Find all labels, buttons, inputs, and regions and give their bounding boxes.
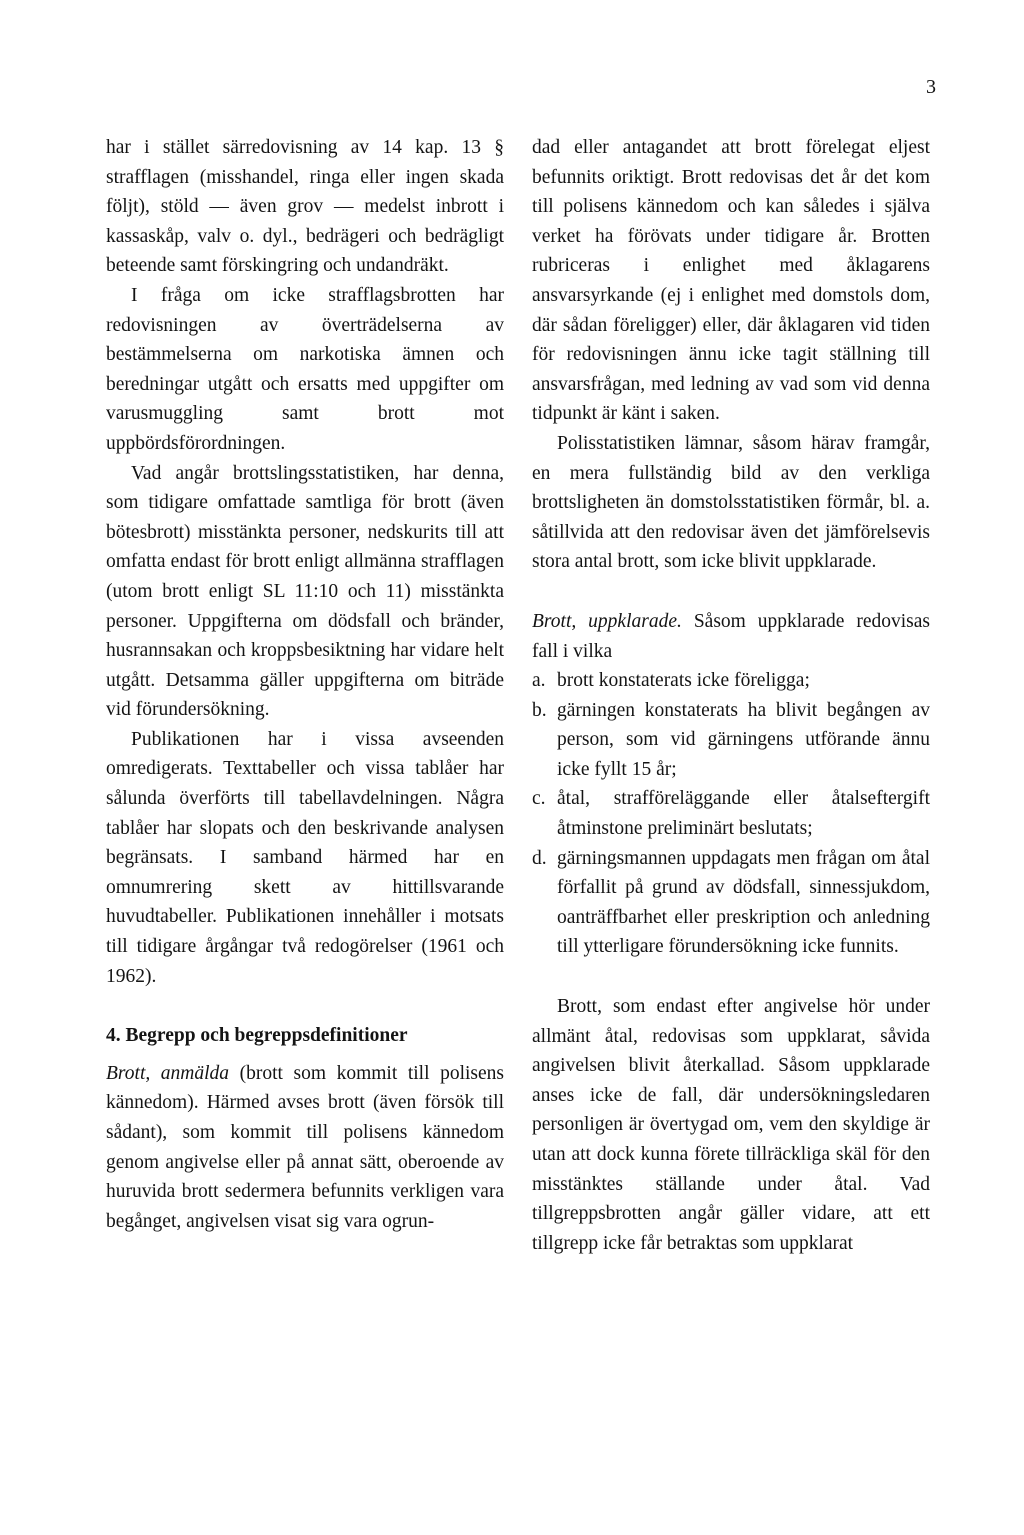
right-paragraph-1: dad eller antagandet att brott förelegat eljest befunnits oriktigt. Brott redovisas det år det kom till polisens kännedom och kan således i själva verket ha förövats under tidigare år. Brotten rubriceras i enlighet med åklagarens ansvarsyrkande (ej i enlighet med domstols dom, där sådan föreligger) eller, där åklagaren vid tiden för redovisningen ännu icke tagit ställning till ansvarsfrågan, med ledning av vad som vid denna tidpunkt är känt i saken.	[532, 137, 930, 425]
right-paragraph-2: Polisstatistiken lämnar, såsom härav framgår, en mera fullständig bild av den verkliga brottsligheten än domstolsstatistiken förmår, bl. a. såtillvida att den redovisar även det jämförelsevis stora antal brott, som icke blivit uppklarade.	[532, 432, 930, 573]
definition-term: Brott, anmälda	[106, 1062, 230, 1084]
right-column	[532, 133, 930, 1258]
left-paragraph-2: I fråga om icke strafflagsbrotten har redovisningen av överträdelserna av bestämmelserna om narkotiska ämnen och beredningar utgått och ersatts med uppgifter om varusmuggling samt brott mot uppbördsförordningen.	[106, 284, 504, 454]
list-item	[532, 784, 930, 843]
page-number: 3	[926, 76, 936, 98]
list-marker: b.	[532, 699, 547, 721]
definition-term: Brott, uppklarade.	[532, 610, 682, 632]
left-paragraph-4: Publikationen har i vissa avseenden omredigerats. Texttabeller och vissa tablåer har sålunda överförts till tabellavdelningen. Några tablåer har slopats och den beskrivande analysen begränsats. I samband härmed har en omnumrering skett av hittillsvarande huvudtabeller. Publikationen innehåller i motsats till tidigare årgångar två redogörelser (1961 och 1962).	[106, 728, 504, 987]
definition-text: (brott som kommit till polisens kännedom). Härmed avses brott (även försök till sådant), som kommit till polisens kännedom genom angivelse eller på annat sätt, oberoende av huruvida brott sedermera befunnits verkligen vara begånget, angivelsen visat sig vara ogrun-	[106, 1062, 504, 1232]
criteria-list	[532, 666, 930, 962]
list-marker: a.	[532, 670, 546, 692]
list-item-text: gärningsmannen uppdagats men frågan om åtal förfallit på grund av dödsfall, sinnessjukdom, oanträffbarhet eller preskription och anledning till ytterligare förundersökning icke funnits.	[557, 847, 930, 958]
list-item	[532, 666, 930, 696]
definition-text: Såsom uppklarade redovisas fall i vilka	[532, 610, 930, 662]
definition-solved-crimes	[532, 607, 930, 666]
left-column	[106, 133, 504, 1236]
definition-reported-crimes	[106, 1059, 504, 1237]
left-paragraph-3: Vad angår brottslingsstatistiken, har denna, som tidigare omfattade samtliga för brott (även bötesbrott) misstänkta personer, nedskurits till att omfatta endast för brott enligt allmänna strafflagen (utom brott enligt SL 11:10 och 11) misstänkta personer. Uppgifterna om dödsfall och bränder, husrannsakan och kroppsbesiktning har vidare helt utgått. Detsamma gäller uppgifterna om biträde vid förundersökning.	[106, 462, 504, 721]
list-item	[532, 844, 930, 962]
list-marker: c.	[532, 788, 546, 810]
section-heading: 4. Begrepp och begreppsdefinitioner	[106, 1025, 408, 1047]
list-item-text: brott konstaterats icke föreligga;	[557, 670, 810, 692]
list-item-text: åtal, strafföreläggande eller åtalseftergift åtminstone preliminärt beslutats;	[557, 788, 930, 840]
list-item	[532, 696, 930, 785]
left-paragraph-1: har i stället särredovisning av 14 kap. 13 § strafflagen (misshandel, ringa eller ingen skada följt), stöld — även grov — medelst inbrott i kassaskåp, valv o. dyl., bedrägeri och bedrägligt beteende samt förskingring och undandräkt.	[106, 137, 504, 277]
right-paragraph-3: Brott, som endast efter angivelse hör under allmänt åtal, redovisas som uppklarat, såvida angivelsen blivit återkallad. Såsom uppklarade anses icke de fall, där undersökningsledaren personligen är övertygad om, vem den skyldige är utan att dock kunna förete tillräckliga skäl för den misstänktes ställande under åtal. Vad tillgreppsbrotten angår gäller vidare, att ett tillgrepp icke får betraktas som uppklarat	[532, 996, 930, 1254]
list-item-text: gärningen konstaterats ha blivit begången av person, som vid gärningens utförande ännu icke fyllt 15 år;	[557, 699, 930, 780]
list-marker: d.	[532, 847, 547, 869]
